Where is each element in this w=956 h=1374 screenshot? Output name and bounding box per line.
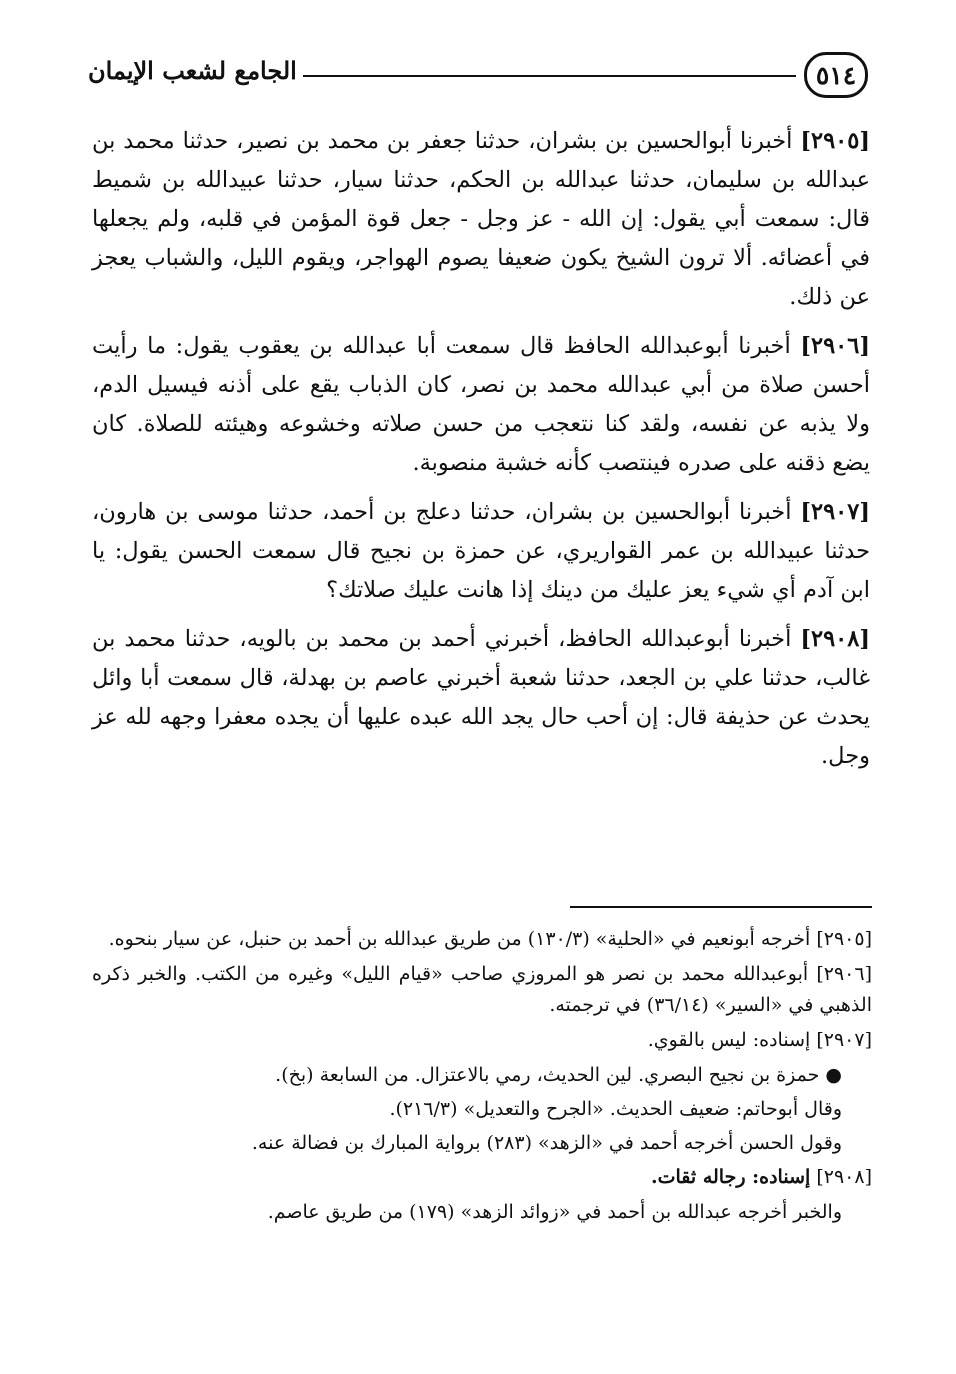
footnote-2905	[92, 924, 872, 955]
footnote-text: أبوعبدالله محمد بن نصر هو المروزي صاحب «قيام الليل» وغيره من الكتب. والخبر ذكره الذهبي في «السير» (٣٦/١٤) في ترجمته.	[92, 963, 872, 1016]
footnote-text: إسناده: رجاله ثقات.	[651, 1166, 811, 1188]
footnote-text: حمزة بن نجيح البصري. لين الحديث، رمي بالاعتزال. من السابعة (بخ).	[275, 1064, 820, 1086]
hadith-number: [٢٩٠٥]	[800, 128, 870, 154]
hadith-number: [٢٩٠٨]	[800, 626, 870, 652]
main-text	[92, 122, 870, 786]
footnote-2906	[92, 959, 872, 1021]
footnote-2907-zuhd	[92, 1128, 872, 1159]
footnote-number: [٢٩٠٥]	[816, 928, 872, 950]
footnote-text: والخبر أخرجه عبدالله بن أحمد في «زوائد الزهد» (١٧٩) من طريق عاصم.	[267, 1201, 842, 1223]
hadith-2906	[92, 327, 870, 483]
footnote-separator	[570, 906, 872, 908]
hadith-text: أخبرنا أبوالحسين بن بشران، حدثنا دعلج بن أحمد، حدثنا موسى بن هارون، حدثنا عبيدالله بن عمر القواريري، عن حمزة بن نجيح قال سمعت الحسن يقول: يا ابن آدم أي شيء يعز عليك من دينك إذا هانت عليك صلاتك؟	[92, 499, 870, 603]
footnotes	[92, 924, 872, 1231]
hadith-2908	[92, 620, 870, 776]
footnote-2907-abu-hatim	[92, 1094, 872, 1125]
hadith-number: [٢٩٠٧]	[800, 499, 871, 525]
hadith-text: أخبرنا أبوالحسين بن بشران، حدثنا جعفر بن محمد بن نصير، حدثنا محمد بن عبدالله بن سليمان، حدثنا عبدالله بن الحكم، حدثنا سيار، حدثنا عبيدالله بن شميط قال: سمعت أبي يقول: إن الله - عز وجل - جعل قوة المؤمن في قلبه، ولم يجعلها في أعضائه. ألا ترون الشيخ يكون ضعيفا يصوم الهواجر، ويقوم الليل، والشباب يعجز عن ذلك.	[92, 128, 870, 310]
running-title: الجامع لشعب الإيمان	[88, 56, 297, 85]
bullet-icon: ●	[825, 1064, 842, 1086]
footnote-text: إسناده: ليس بالقوي.	[647, 1029, 811, 1051]
header-rule	[303, 75, 796, 77]
footnote-2908	[92, 1162, 872, 1193]
hadith-2905	[92, 122, 870, 317]
footnote-text: وقال أبوحاتم: ضعيف الحديث. «الجرح والتعديل» (٢١٦/٣).	[389, 1098, 842, 1120]
hadith-2907	[92, 493, 870, 610]
footnote-2907	[92, 1025, 872, 1056]
page-number: ٥١٤	[804, 52, 868, 98]
footnote-2908-source	[92, 1197, 872, 1228]
footnote-text: وقول الحسن أخرجه أحمد في «الزهد» (٢٨٣) برواية المبارك بن فضالة عنه.	[251, 1132, 842, 1154]
hadith-text: أخبرنا أبوعبدالله الحافظ، أخبرني أحمد بن محمد بن بالويه، حدثنا محمد بن غالب، حدثنا علي بن الجعد، حدثنا شعبة أخبرني عاصم بن بهدلة، قال سمعت أبا وائل يحدث عن حذيفة قال: إن أحب حال يجد الله عبده عليها أن يجده معفرا وجهه لله عز وجل.	[92, 626, 870, 769]
footnote-number: [٢٩٠٨]	[816, 1166, 872, 1188]
footnote-number: [٢٩٠٦]	[816, 963, 872, 985]
hadith-number: [٢٩٠٦]	[800, 333, 870, 359]
footnote-number: [٢٩٠٧]	[816, 1029, 872, 1051]
hadith-text: أخبرنا أبوعبدالله الحافظ قال سمعت أبا عبدالله بن يعقوب يقول: ما رأيت أحسن صلاة من أبي عبدالله محمد بن نصر، كان الذباب يقع على أذنه فيسيل الدم، ولا يذبه عن نفسه، ولقد كنا نتعجب من حسن صلاته وخشوعه وهيئته للصلاة. كان يضع ذقنه على صدره فينتصب كأنه خشبة منصوبة.	[92, 333, 870, 476]
footnote-2907-narrator	[92, 1060, 872, 1091]
footnote-text: أخرجه أبونعيم في «الحلية» (١٣٠/٣) من طريق عبدالله بن أحمد بن حنبل، عن سيار بنحوه.	[108, 928, 811, 950]
page-header	[88, 52, 868, 104]
